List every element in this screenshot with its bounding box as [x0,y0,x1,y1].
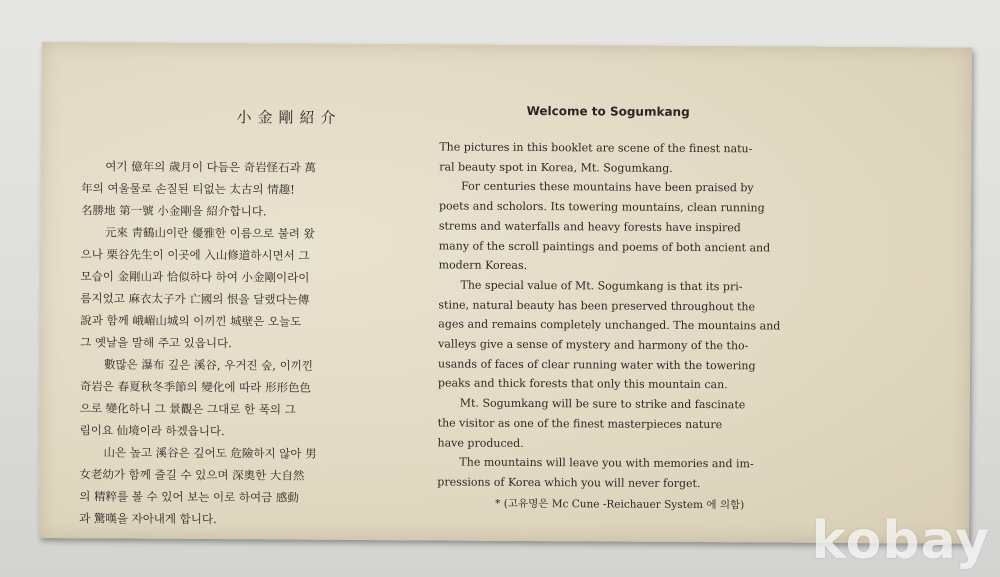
korean-line: 山은 높고 溪谷은 깊어도 危險하지 않아 男 [103,445,317,461]
korean-line: 여기 億年의 歲月이 다듬은 奇岩怪石과 萬 [105,159,316,175]
korean-title: 小金剛紹介 [236,108,342,127]
korean-line: 림이요 仙境이라 하겠읍니다. [79,423,225,439]
korean-line: 女老幼가 함께 즐길 수 있으며 深奧한 大自然 [79,467,305,483]
korean-line: 元來 靑鶴山이란 優雅한 이름으로 불려 왔 [104,225,315,241]
korean-line: 그 옛날을 말해 주고 있읍니다. [80,335,232,351]
english-line: ages and remains completely unchanged. The mountains and [438,317,781,333]
english-line: valleys give a sense of mystery and harmony of the tho- [438,337,749,353]
english-line: usands of faces of clear running water with the towering [438,357,756,373]
korean-line: 說과 함께 峨嵋山城의 이끼낀 城壁은 오늘도 [80,313,302,329]
english-line: pressions of Korea which you will never forget. [437,475,701,490]
english-line: strems and waterfalls and heavy forests have inspired [438,219,741,235]
english-line: The special value of Mt. Sogumkang is that its pri- [460,278,743,294]
english-line: For centuries these mountains have been praised by [461,179,754,195]
korean-line: 奇岩은 春夏秋冬季節의 變化에 따라 形形色色 [79,379,312,395]
english-text-column [437,137,859,516]
booklet-page [39,42,972,544]
korean-line: 數많은 瀑布 깊은 溪谷, 우거진 숲, 이끼낀 [103,357,314,373]
english-line: peaks and thick forests that only this mountain can. [437,376,728,392]
english-line: poets and scholors. Its towering mountains, clean running [438,199,765,215]
korean-line: 年의 여울물로 손질된 티없는 太古의 情趣! [81,181,295,197]
korean-line: 름지었고 麻衣太子가 亡國의 恨을 달랬다는傳 [80,291,310,307]
english-line: modern Koreas. [438,258,528,273]
watermark-logo: kobay [811,511,990,571]
korean-line: 과 驚嘆을 자아내게 합니다. [79,511,217,527]
romanization-note: * (고유명은 Mc Cune -Reichauer System 에 의함) [495,497,745,511]
english-title: Welcome to Sogumkang [526,103,690,119]
korean-text-column [79,155,441,531]
korean-line: 으나 栗谷先生이 이곳에 入山修道하시면서 그 [80,247,310,263]
english-line: The pictures in this booklet are scene of the finest natu- [439,140,753,156]
korean-line: 名勝地 第一號 小金剛을 紹介합니다. [80,203,267,219]
english-line: have produced. [437,435,524,450]
english-line: stine, natural beauty has been preserved throughout the [438,298,756,313]
english-line: the visitor as one of the finest masterpieces nature [437,416,723,432]
english-line: The mountains will leave you with memories and im- [459,455,754,471]
english-line: ral beauty spot in Korea, Mt. Sogumkang. [439,160,673,175]
korean-line: 모습이 金剛山과 恰似하다 하여 小金剛이라이 [80,269,310,285]
korean-line: 으로 變化하니 그 景觀은 그대로 한 폭의 그 [79,401,296,417]
korean-line: 의 精粹를 볼 수 있어 보는 이로 하여금 感動 [79,489,299,505]
english-line: Mt. Sogumkang will be sure to strike and fascinate [459,396,746,412]
english-line: many of the scroll paintings and poems of both ancient and [438,238,771,254]
